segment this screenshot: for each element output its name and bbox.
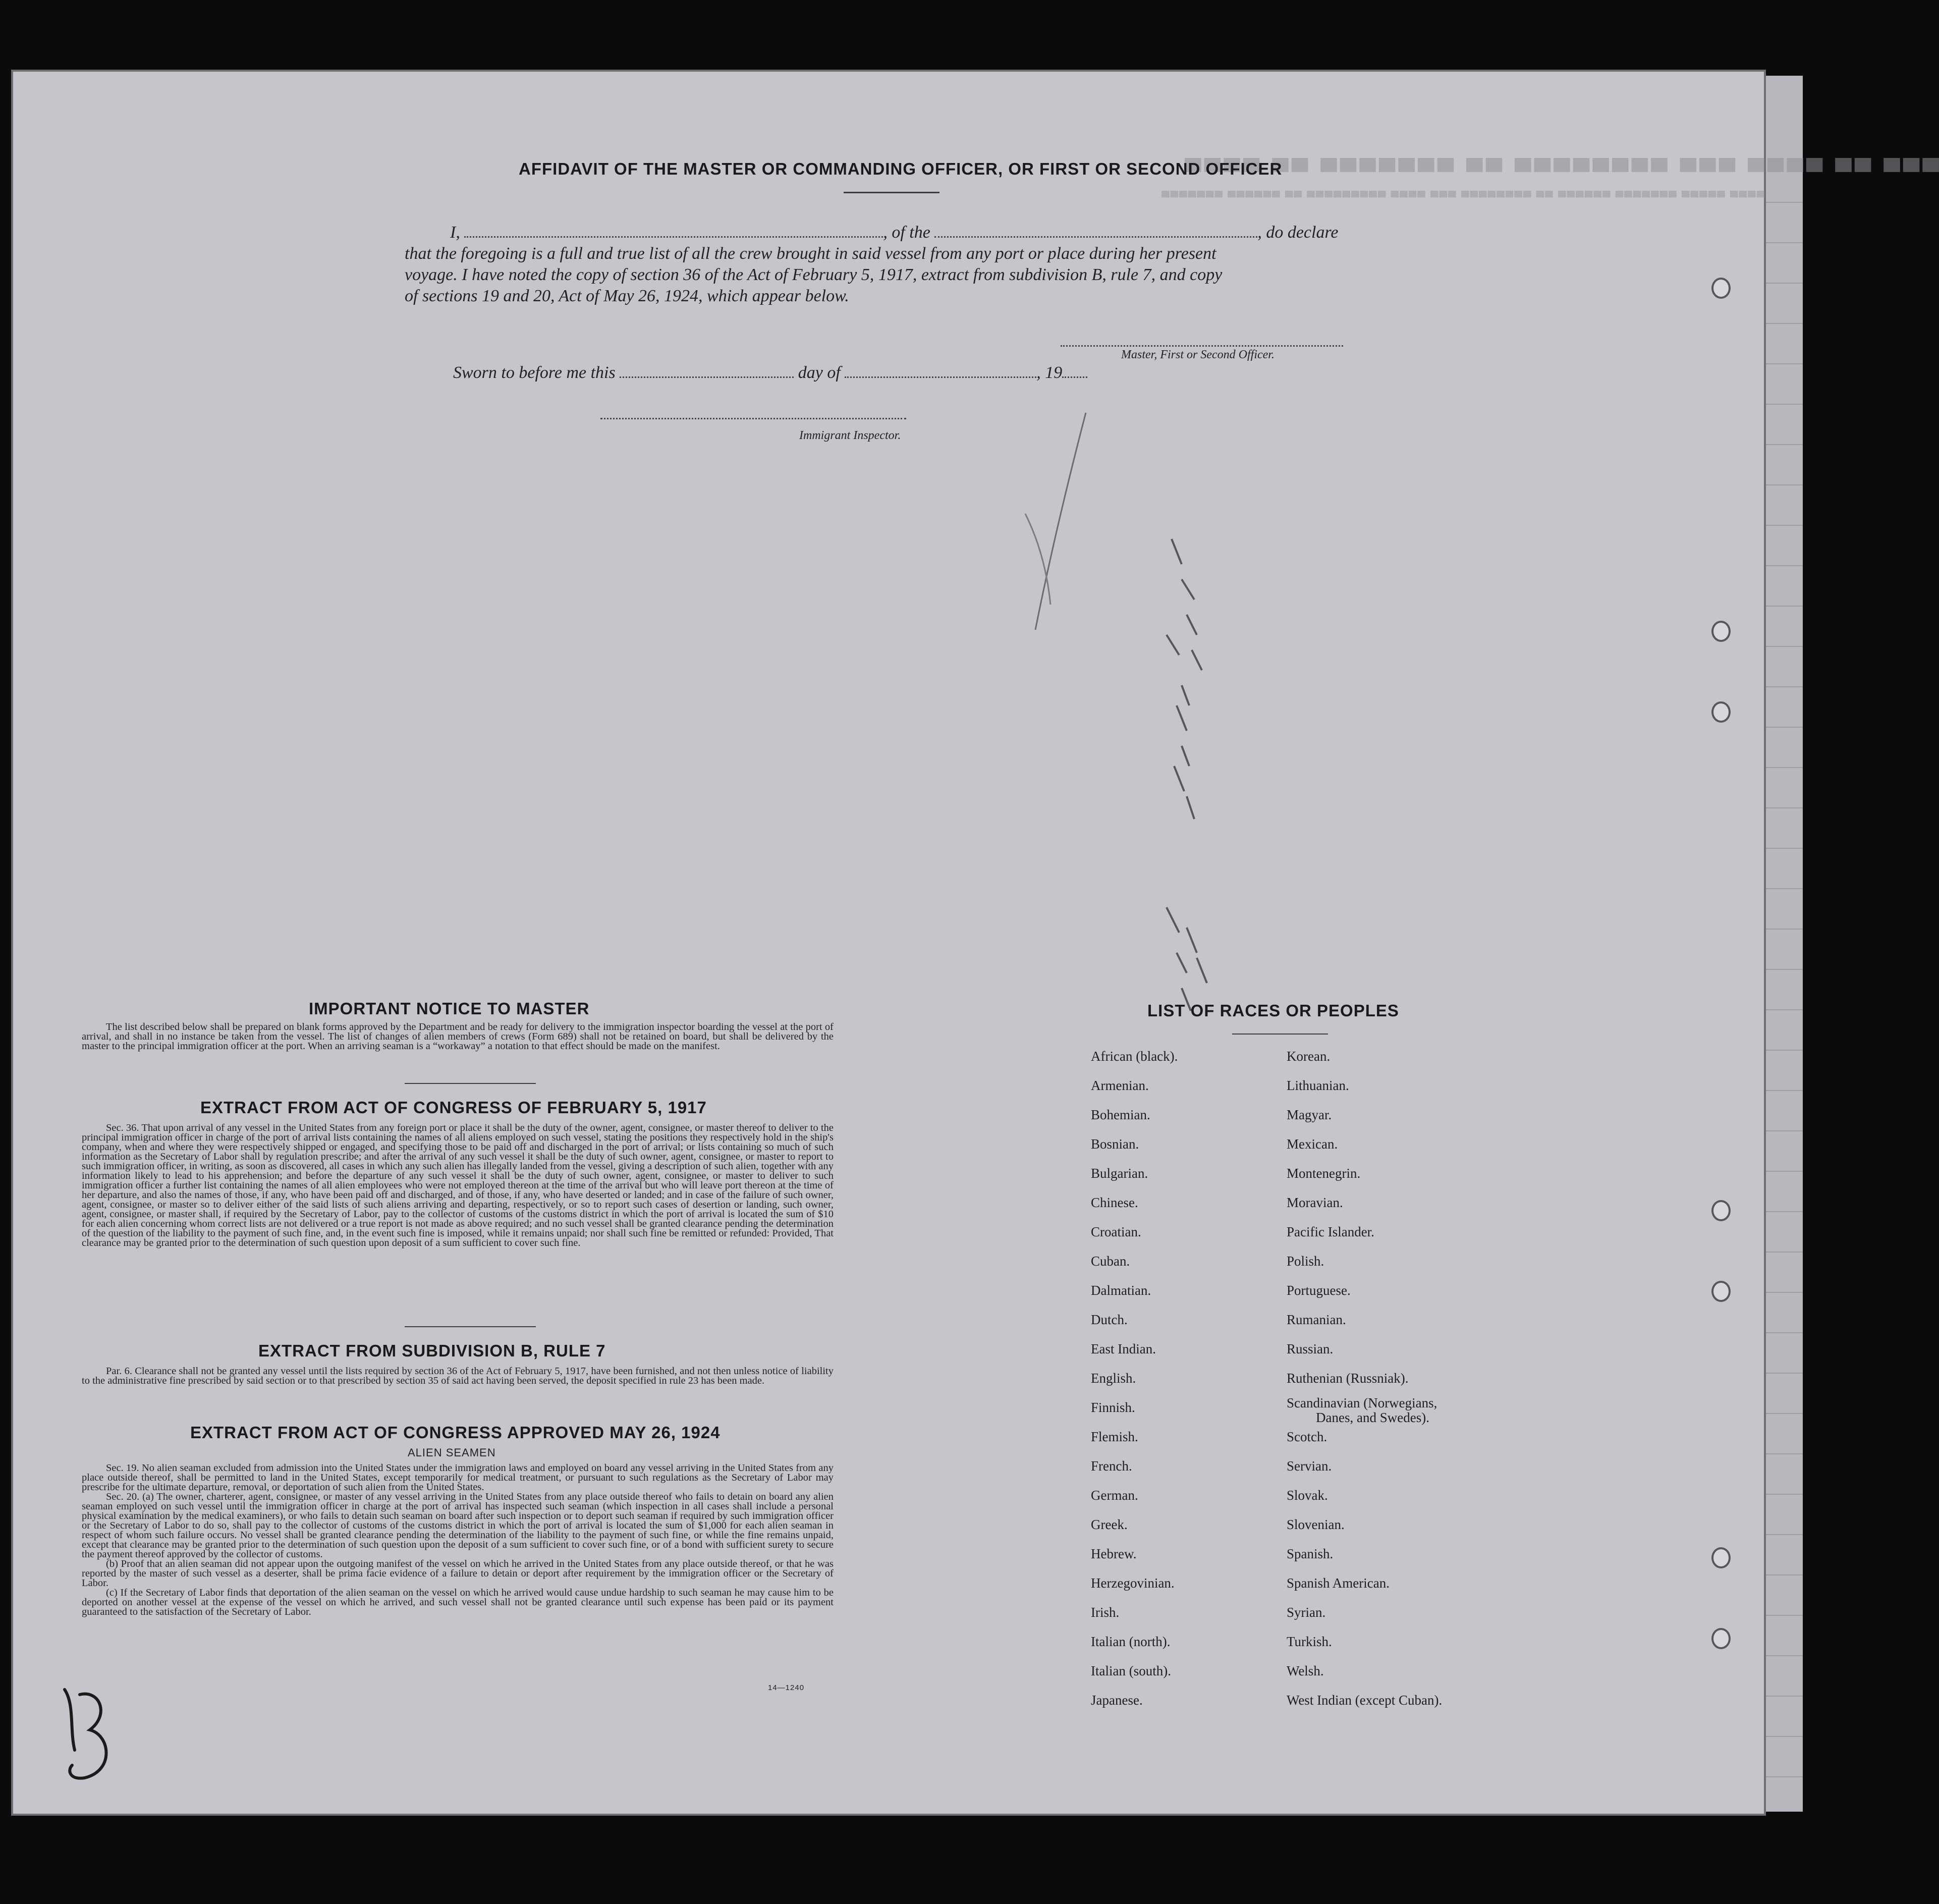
race-item: French. xyxy=(1091,1458,1132,1474)
form-number: 14—1240 xyxy=(768,1683,805,1692)
race-item: Slovak. xyxy=(1287,1488,1328,1503)
affidavit-of-the: , of the xyxy=(883,223,930,242)
race-item: Irish. xyxy=(1091,1605,1120,1620)
affidavit-line-3: voyage. I have noted the copy of section 36 of the Act of February 5, 1917, extract from subdivision B, rule 7, and copy xyxy=(405,265,1223,284)
race-item: Montenegrin. xyxy=(1287,1166,1361,1181)
race-item: Bosnian. xyxy=(1091,1136,1139,1152)
bleed-through-line: ▀▀▀▀▀▀▀ ▀▀▀▀▀▀ ▀▀ ▀▀▀▀▀▀▀▀▀ ▀▀▀▀ ▀▀▀ ▀▀▀▀▀▀▀▀ ▀▀ ▀▀▀▀▀▀ ▀▀▀▀▀▀▀ ▀▀▀▀▀ ▀▀▀▀ xyxy=(1161,191,1766,203)
sec-20b-text: (b) Proof that an alien seaman did not appear upon the outgoing manifest of the vessel on which he arrived in the United States from any place outside thereof, or that he was reported by the master of such vessel as a deserter, shall be prima facie evidence of a failure to detain or deport after requirement by the immigration officer or the Secretary of Labor. xyxy=(82,1558,834,1589)
extract-1917-rule xyxy=(405,1326,536,1327)
extract-1924-title: EXTRACT FROM ACT OF CONGRESS APPROVED MAY 26, 1924 xyxy=(190,1423,721,1442)
race-item-continuation: Danes, and Swedes). xyxy=(1316,1410,1429,1425)
master-signature-line[interactable] xyxy=(1061,345,1343,347)
race-item: Finnish. xyxy=(1091,1400,1135,1415)
race-item: Croatian. xyxy=(1091,1224,1141,1239)
race-item: Bulgarian. xyxy=(1091,1166,1148,1181)
race-item: Dalmatian. xyxy=(1091,1283,1151,1298)
punch-hole xyxy=(1711,701,1731,723)
race-item: Pacific Islander. xyxy=(1287,1224,1374,1239)
notice-body xyxy=(82,1022,834,1051)
races-title: LIST OF RACES OR PEOPLES xyxy=(1147,1001,1399,1020)
race-item: Hebrew. xyxy=(1091,1546,1137,1561)
sec-36-text: Sec. 36. That upon arrival of any vessel in the United States from any foreign port or place it shall be the duty of the owner, agent, consignee, or master thereof to deliver to the principal immigration officer in charge of the port of arrival lists containing the names of all aliens employed on such vessel, stating the positions they respectively hold in the ship's company, when and where they were respectively shipped or engaged, and specifying those to be paid off and discharged in the port of arrival; or lists containing so much of such information as the Secretary of Labor shall by regulation prescribe; and after the arrival of any such vessel it shall be the duty of such owner, agent, consignee, or master to report to such immigration officer, in writing, as soon as discovered, all cases in which any such alien has illegally landed from the vessel, giving a description of such alien, together with any information likely to lead to his apprehension; and before the departure of any such vessel it shall be the duty of such owner, agent, consignee, or master to deliver to such immigration officer a further list containing the names of all alien employees who were not employed thereon at the time of the arrival but who will leave port thereon at the time of her departure, and also the names of those, if any, who have been paid off and discharged, and of those, if any, who have deserted or landed; and in case of the failure of such owner, agent, consignee, or master so to deliver either of the said lists of such aliens arriving and departing, respectively, or so to report such cases of desertion or landing, such owner, agent, consignee, or master shall, if required by the Secretary of Labor, pay to the collector of customs of the customs district in which the port of arrival is located the sum of $10 for each alien concerning whom correct lists are not delivered or a true report is not made as above required; and no such vessel shall be granted clearance pending the determination of the question of the liability to the payment of such fine, and, in the event such fine is imposed, while it remains unpaid; nor shall such fine be remitted or refunded: Provided, That clearance may be granted prior to the determination of such question upon deposit of a sum sufficient to cover such fine. xyxy=(82,1122,834,1248)
punch-hole xyxy=(1711,278,1731,299)
race-item: Greek. xyxy=(1091,1517,1128,1532)
extract-1917-body xyxy=(82,1123,834,1248)
sec-20c-text: (c) If the Secretary of Labor finds that deportation of the alien seaman on the vessel on which he arrived would cause undue hardship to such seaman he may cause him to be deported on another vessel at the expense of the vessel on which he arrived, and such vessel shall not be granted clearance until such expense has been paid or its payment guaranteed to the satisfaction of the Secretary of Labor. xyxy=(82,1587,834,1617)
race-item: Rumanian. xyxy=(1287,1312,1346,1327)
pencil-marks xyxy=(1015,413,1227,1059)
race-item: Magyar. xyxy=(1287,1107,1332,1122)
day-of-text: day of xyxy=(798,363,841,382)
notice-rule xyxy=(405,1083,536,1084)
race-item: Herzegovinian. xyxy=(1091,1575,1175,1591)
race-item: German. xyxy=(1091,1488,1138,1503)
race-item: Servian. xyxy=(1287,1458,1332,1474)
race-item: Spanish American. xyxy=(1287,1575,1390,1591)
race-item: Spanish. xyxy=(1287,1546,1334,1561)
race-item: Welsh. xyxy=(1287,1663,1324,1678)
race-item: Scotch. xyxy=(1287,1429,1327,1444)
alien-seamen-subtitle: ALIEN SEAMEN xyxy=(408,1446,496,1459)
affidavit-i: I, xyxy=(450,223,460,242)
race-item: East Indian. xyxy=(1091,1341,1156,1356)
race-item: Flemish. xyxy=(1091,1429,1138,1444)
race-item: Cuban. xyxy=(1091,1254,1130,1269)
race-item: Mexican. xyxy=(1287,1136,1338,1152)
race-item: English. xyxy=(1091,1371,1136,1386)
race-item: Dutch. xyxy=(1091,1312,1128,1327)
affidavit-line-4: of sections 19 and 20, Act of May 26, 1924, which appear below. xyxy=(405,287,849,305)
race-item: Scandinavian (Norwegians, xyxy=(1287,1395,1437,1410)
vessel-blank[interactable] xyxy=(934,236,1257,238)
punch-hole xyxy=(1711,1547,1731,1568)
sec-20a-text: Sec. 20. (a) The owner, charterer, agent, consignee, or master of any vessel arriving in the United States from any place outside thereof who fails to detain on board any alien seaman employed on such vessel until the immigration officer in charge at the port of arrival has inspected such seaman (which inspection in all cases shall include a personal physical examination by the medical examiners), or who fails to detain such seaman on board after such inspection or to deport such seaman if required by such immigration officer or the Secretary of Labor to do so, shall pay to the collector of customs of the customs district in which the port of arrival is located the sum of $1,000 for each alien seaman in respect of whom such failure occurs. No vessel shall be granted clearance pending the determination of the liability to the payment of such fine, or while the fine remains unpaid, except that clearance may be granted prior to the determination of such question upon the deposit of a sum sufficient to cover such fine, or of a bond with sufficient surety to secure the payment thereof approved by the collector of customs. xyxy=(82,1491,834,1560)
race-item: Syrian. xyxy=(1287,1605,1326,1620)
sworn-month-blank[interactable] xyxy=(845,376,1036,378)
punch-hole xyxy=(1711,621,1731,642)
affidavit-line-1 xyxy=(450,222,1399,243)
par-6-text: Par. 6. Clearance shall not be granted any vessel until the lists required by section 36 of the Act of February 5, 1917, have been furnished, and not then unless notice of liability to the administrative fine prescribed by said section or to that prescribed by section 35 of said act having been served, the deposit specified in rule 23 has been made. xyxy=(82,1366,834,1386)
race-item: Turkish. xyxy=(1287,1634,1332,1649)
notice-text: The list described below shall be prepared on blank forms approved by the Department and be ready for delivery to the immigration inspector boarding the vessel at the port of arrival, and shall in no instance be taken from the vessel. The list of changes of alien members of crews (Form 689) shall not be retained on board, but shall be delivered by the master to the principal immigration officer at the port. When an arriving seaman is a “workaway” a notation to that effect should be made on the manifest. xyxy=(82,1021,834,1052)
bleed-through-heading: ▀▀▀ ▀▀ ▀▀▀▀ ▀▀▀ ▀▀▀▀▀▀▀▀ ▀▀ ▀▀▀▀▀▀▀ ▀▀ ▀▀▀▀ xyxy=(1182,146,1939,172)
punch-hole xyxy=(1711,1628,1731,1649)
notice-title: IMPORTANT NOTICE TO MASTER xyxy=(309,999,590,1018)
race-item: Russian. xyxy=(1287,1341,1334,1356)
inspector-caption: Immigrant Inspector. xyxy=(799,429,901,442)
race-item: Chinese. xyxy=(1091,1195,1138,1210)
race-item: Korean. xyxy=(1287,1049,1331,1064)
affidavit-title: AFFIDAVIT OF THE MASTER OR COMMANDING OFFICER, OR FIRST OR SECOND OFFICER xyxy=(519,159,1283,178)
race-item: Armenian. xyxy=(1091,1078,1149,1093)
sworn-year-blank[interactable] xyxy=(1062,376,1087,378)
extract-1917-title: EXTRACT FROM ACT OF CONGRESS OF FEBRUARY 5, 1917 xyxy=(200,1098,707,1117)
race-item: Italian (south). xyxy=(1091,1663,1171,1678)
race-item: Moravian. xyxy=(1287,1195,1343,1210)
rule-7-title: EXTRACT FROM SUBDIVISION B, RULE 7 xyxy=(258,1341,606,1360)
race-item: Ruthenian (Russniak). xyxy=(1287,1371,1409,1386)
sworn-text: Sworn to before me this xyxy=(453,363,616,382)
race-item: Portuguese. xyxy=(1287,1283,1351,1298)
sworn-line xyxy=(453,362,1159,383)
sworn-day-blank[interactable] xyxy=(620,376,794,378)
race-item: Bohemian. xyxy=(1091,1107,1150,1122)
affidavit-declare: , do declare xyxy=(1257,223,1339,242)
rule-7-body xyxy=(82,1367,834,1386)
extract-1924-body xyxy=(82,1463,834,1617)
race-item: Japanese. xyxy=(1091,1693,1143,1708)
race-item: Italian (north). xyxy=(1091,1634,1171,1649)
document-page xyxy=(11,70,1939,1816)
punch-hole xyxy=(1711,1281,1731,1302)
inspector-signature-line[interactable] xyxy=(600,418,906,419)
affidavit-line-2: that the foregoing is a full and true list of all the crew brought in said vessel from any port or place during her present xyxy=(405,244,1216,263)
punch-hole xyxy=(1711,1200,1731,1221)
name-blank[interactable] xyxy=(464,236,883,238)
race-item: Slovenian. xyxy=(1287,1517,1345,1532)
handwritten-mark xyxy=(54,1684,125,1785)
year-text: , 19 xyxy=(1036,363,1063,382)
race-item: Polish. xyxy=(1287,1254,1324,1269)
races-title-rule xyxy=(1232,1033,1328,1035)
race-item: West Indian (except Cuban). xyxy=(1287,1693,1443,1708)
sec-19-text: Sec. 19. No alien seaman excluded from admission into the United States under the immigration laws and employed on board any vessel arriving in the United States from any place outside thereof, shall be permitted to land in the United States, except temporarily for medical treatment, or pursuant to such regulations as the Secretary of Labor may prescribe for the ultimate departure, removal, or deportation of such alien from the United States. xyxy=(82,1462,834,1493)
race-item: African (black). xyxy=(1091,1049,1178,1064)
affidavit-title-rule xyxy=(844,192,939,193)
race-item: Lithuanian. xyxy=(1287,1078,1349,1093)
master-caption: Master, First or Second Officer. xyxy=(1121,348,1275,361)
